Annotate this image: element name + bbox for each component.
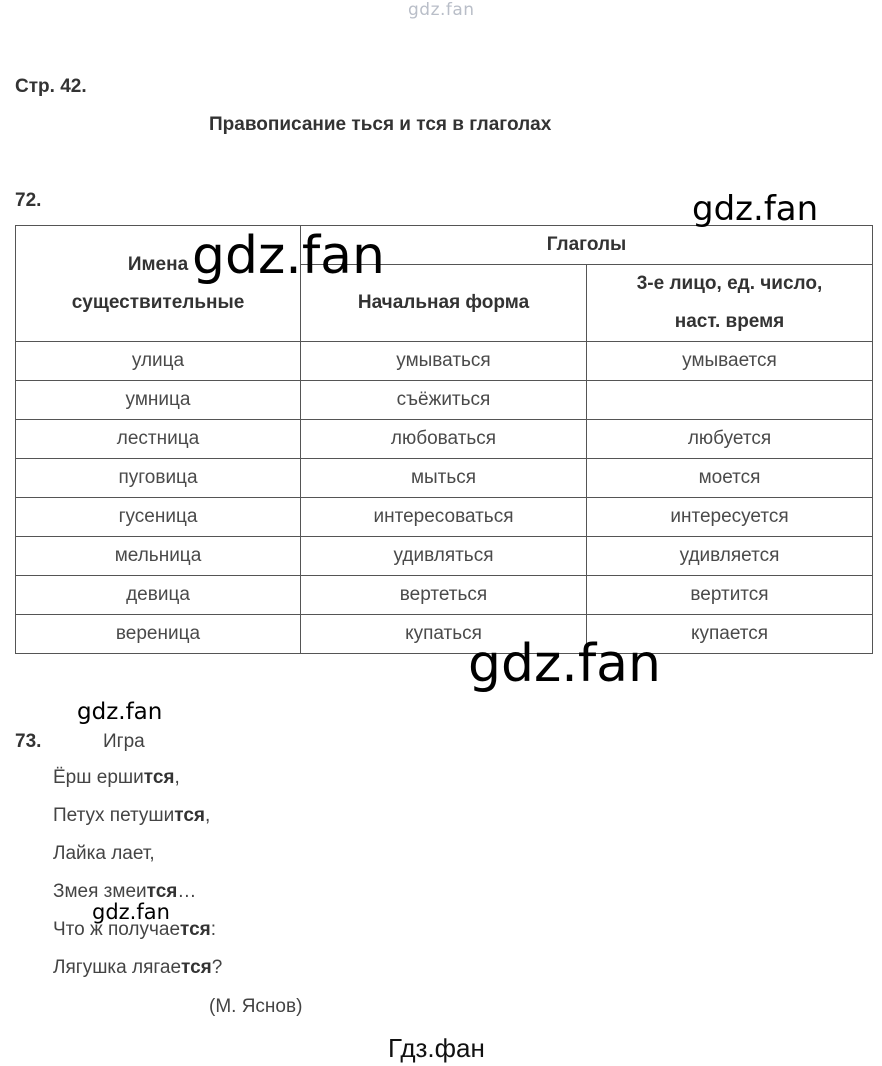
header-nouns-line1: Имена bbox=[127, 253, 189, 275]
table-row bbox=[16, 342, 873, 381]
cell-noun: гусеница bbox=[16, 498, 301, 537]
poem-line-punct: , bbox=[205, 805, 211, 826]
cell-noun: улица bbox=[16, 342, 301, 381]
poem-line-text: Что ж получае bbox=[53, 919, 181, 940]
cell-present: удивляется bbox=[587, 537, 873, 576]
poem-line bbox=[53, 956, 222, 994]
watermark-top: gdz.fan bbox=[408, 0, 475, 20]
table-row bbox=[16, 615, 873, 654]
poem-line-punct: … bbox=[177, 881, 197, 902]
poem bbox=[53, 766, 222, 994]
poem-line-text: Лайка лает, bbox=[53, 843, 155, 864]
table-row bbox=[16, 420, 873, 459]
watermark: gdz.fan bbox=[692, 189, 819, 229]
poem-line bbox=[53, 804, 222, 842]
cell-infinitive: интересоваться bbox=[301, 498, 587, 537]
poem-line-text: Лягушка лягае bbox=[53, 957, 182, 978]
poem-line-text: Змея змеи bbox=[53, 881, 147, 902]
table-row bbox=[16, 381, 873, 420]
table-row bbox=[16, 459, 873, 498]
cell-infinitive: съёжиться bbox=[301, 381, 587, 420]
watermark: gdz.fan bbox=[192, 226, 385, 286]
poem-line bbox=[53, 842, 222, 880]
page-reference: Стр. 42. bbox=[15, 76, 87, 97]
poem-line-ending: тся bbox=[180, 919, 211, 940]
table-row bbox=[16, 498, 873, 537]
watermark: gdz.fan bbox=[468, 634, 661, 694]
poem-line-ending: тся bbox=[181, 957, 212, 978]
cell-noun: мельница bbox=[16, 537, 301, 576]
cell-infinitive: мыться bbox=[301, 459, 587, 498]
cell-noun: пуговица bbox=[16, 459, 301, 498]
watermark: gdz.fan bbox=[92, 900, 170, 924]
header-present-line1: 3-е лицо, ед. число, bbox=[636, 273, 823, 294]
exercise-73-number: 73. bbox=[15, 731, 42, 752]
poem-line-punct: , bbox=[174, 767, 180, 788]
cell-infinitive: вертеться bbox=[301, 576, 587, 615]
header-infinitive: Начальная форма bbox=[301, 265, 587, 342]
exercise-72-number: 72. bbox=[15, 190, 42, 211]
poem-line-ending: тся bbox=[143, 767, 175, 788]
cell-present: купается bbox=[587, 615, 873, 654]
poem-line-ending: тся bbox=[146, 881, 178, 902]
cell-noun: вереница bbox=[16, 615, 301, 654]
poem-line-ending: тся bbox=[174, 805, 206, 826]
poem-line-punct: ? bbox=[211, 957, 223, 978]
cell-present: интересуется bbox=[587, 498, 873, 537]
cell-infinitive: любоваться bbox=[301, 420, 587, 459]
page-title: Правописание ться и тся в глаголах bbox=[209, 114, 552, 135]
header-verbs-group: Глаголы bbox=[301, 226, 873, 265]
table-row bbox=[16, 537, 873, 576]
poem-line-text: Ёрш ерши bbox=[53, 767, 144, 788]
cell-infinitive: купаться bbox=[301, 615, 587, 654]
cell-present bbox=[587, 381, 873, 420]
cell-noun: лестница bbox=[16, 420, 301, 459]
header-present-line2: наст. время bbox=[674, 311, 785, 332]
table-row bbox=[16, 576, 873, 615]
poem-line bbox=[53, 766, 222, 804]
header-present bbox=[587, 265, 873, 342]
cell-present: вертится bbox=[587, 576, 873, 615]
footer-watermark: Гдз.фан bbox=[388, 1033, 485, 1063]
cell-infinitive: умываться bbox=[301, 342, 587, 381]
poem-line-text: Петух петуши bbox=[53, 805, 175, 826]
poem-line-punct: : bbox=[210, 919, 217, 940]
cell-infinitive: удивляться bbox=[301, 537, 587, 576]
cell-present: умывается bbox=[587, 342, 873, 381]
verbs-table bbox=[15, 225, 873, 654]
poem-author: (М. Яснов) bbox=[209, 996, 303, 1017]
cell-noun: девица bbox=[16, 576, 301, 615]
header-nouns-line2: существительные bbox=[71, 291, 245, 313]
cell-present: моется bbox=[587, 459, 873, 498]
poem-title: Игра bbox=[103, 731, 145, 752]
cell-noun: умница bbox=[16, 381, 301, 420]
cell-present: любуется bbox=[587, 420, 873, 459]
watermark: gdz.fan bbox=[77, 699, 163, 725]
